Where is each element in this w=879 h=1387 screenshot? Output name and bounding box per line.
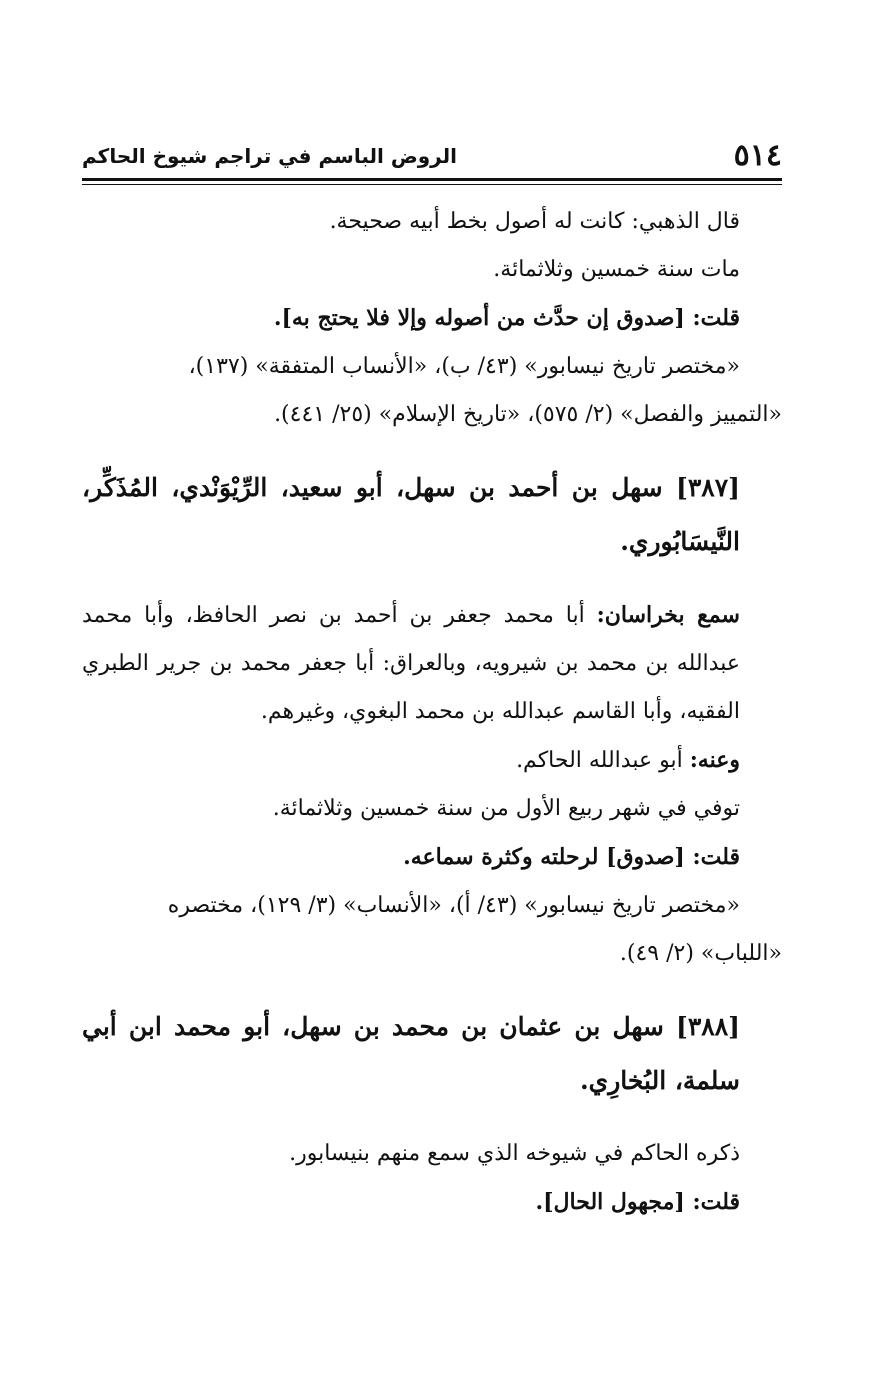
verdict-label: قلت: [692, 844, 740, 870]
heard-from-text: أبا محمد جعفر بن أحمد بن نصر الحافظ، وأبا محمد عبدالله بن محمد بن شيرويه، وبالعراق: أبا جعفر محمد بن جرير الطبري الفقيه، وأبا القاسم عبدالله بن محمد البغوي، وغيرهم. [82, 603, 740, 724]
narrators-label: وعنه: [689, 747, 740, 773]
heard-from-label: سمع بخراسان: [596, 602, 740, 628]
sources-line: «اللباب» (٢/ ٤٩). [619, 941, 782, 966]
verdict-text: [صدوق إن حدَّث من أصوله وإلا فلا يحتج به]. [273, 305, 693, 331]
entry-title-387: [٣٨٧] سهل بن أحمد بن سهل، أبو سعيد، الرِّيْوَنْدي، المُذَكِّر، النَّيسَابُوري. [82, 473, 740, 556]
paragraph [82, 736, 782, 785]
header-rule-thin [82, 184, 782, 185]
page-body [82, 198, 782, 1227]
verdict-paragraph [82, 833, 782, 882]
paragraph: مات سنة خمسين وثلاثمائة. [493, 257, 740, 282]
spacer [82, 978, 782, 1000]
verdict-text: [مجهول الحال]. [535, 1189, 693, 1215]
page-header [82, 138, 782, 178]
paragraph: قال الذهبي: كانت له أصول بخط أبيه صحيحة. [329, 209, 740, 234]
verdict-text: [صدوق] لرحلته وكثرة سماعه. [403, 844, 693, 870]
verdict-label: قلت: [692, 1189, 740, 1215]
sources-line: «التمييز والفصل» (٢/ ٥٧٥)، «تاريخ الإسلام» (٢٥/ ٤٤١). [274, 402, 782, 427]
spacer [82, 569, 782, 591]
running-title: الروض الباسم في تراجم شيوخ الحاكم [82, 144, 457, 168]
sources-line: «مختصر تاريخ نيسابور» (٤٣/ ب)، «الأنساب المتفقة» (١٣٧)، [188, 354, 740, 379]
narrators-text: أبو عبدالله الحاكم. [516, 748, 690, 773]
spacer [82, 1108, 782, 1130]
spacer [82, 439, 782, 461]
verdict-label: قلت: [692, 305, 740, 331]
header-rule-thick [82, 178, 782, 181]
entry-title-388: [٣٨٨] سهل بن عثمان بن محمد بن سهل، أبو محمد ابن أبي سلمة، البُخارِي. [82, 1012, 740, 1095]
verdict-paragraph [82, 1178, 782, 1227]
paragraph: ذكره الحاكم في شيوخه الذي سمع منهم بنيسابور. [289, 1141, 740, 1166]
verdict-paragraph [82, 294, 782, 343]
sources-line: «مختصر تاريخ نيسابور» (٤٣/ أ)، «الأنساب» (٣/ ١٢٩)، مختصره [167, 893, 740, 918]
paragraph: توفي في شهر ربيع الأول من سنة خمسين وثلاثمائة. [272, 796, 740, 821]
page-number: ٥١٤ [733, 138, 782, 173]
paragraph [82, 591, 782, 736]
